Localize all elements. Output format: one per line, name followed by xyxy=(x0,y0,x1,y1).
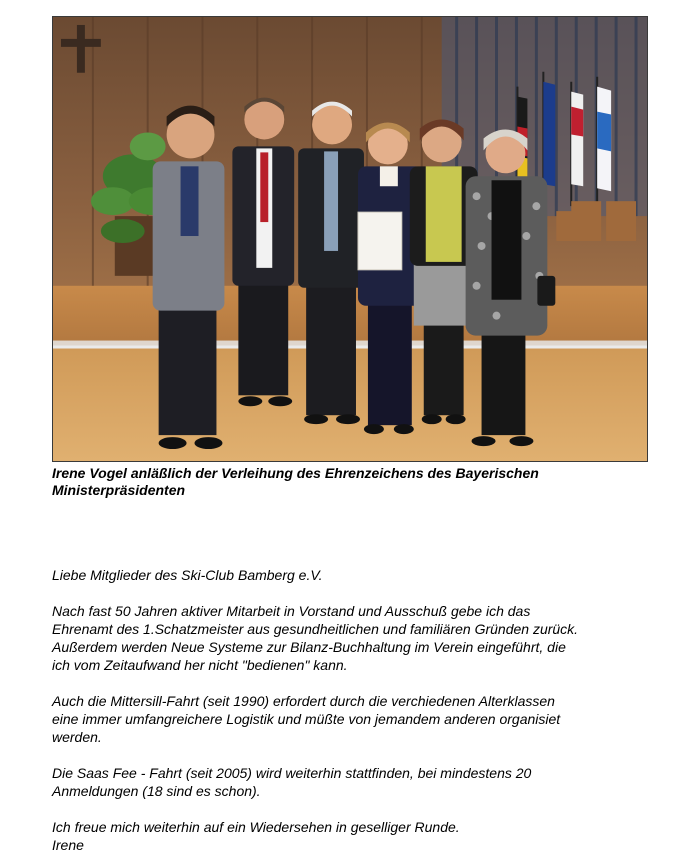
caption-line: Irene Vogel anläßlich der Verleihung des Ehrenzeichens des Bayerischen xyxy=(52,465,539,481)
paragraph-saas-fee xyxy=(52,764,672,800)
greeting xyxy=(52,566,672,584)
paragraph-line: Außerdem werden Neue Systeme zur Bilanz-Buchhaltung im Verein eingeführt, die xyxy=(52,639,566,655)
paragraph-mittersill xyxy=(52,692,672,746)
paragraph-line: Anmeldungen (18 sind es schon). xyxy=(52,783,261,799)
letter-body xyxy=(52,566,672,854)
paragraph-resignation xyxy=(52,602,672,674)
closing-line: Ich freue mich weiterhin auf ein Wiedersehen in geselliger Runde. xyxy=(52,819,460,835)
signature: Irene xyxy=(52,837,84,853)
closing xyxy=(52,818,672,854)
caption-line: Ministerpräsidenten xyxy=(52,482,186,498)
group-photo-illustration xyxy=(53,17,647,461)
paragraph-line: ich vom Zeitaufwand her nicht "bedienen" kann. xyxy=(52,657,348,673)
paragraph-line: Nach fast 50 Jahren aktiver Mitarbeit in Vorstand und Ausschuß gebe ich das xyxy=(52,603,531,619)
paragraph-line: Die Saas Fee - Fahrt (seit 2005) wird weiterhin stattfinden, bei mindestens 20 xyxy=(52,765,532,781)
group-photo xyxy=(52,16,648,462)
paragraph-line: eine immer umfangreichere Logistik und müßte von jemandem anderen organisiet xyxy=(52,711,561,727)
paragraph-line: Ehrenamt des 1.Schatzmeister aus gesundheitlichen und familiären Gründen zurück. xyxy=(52,621,579,637)
paragraph-line: werden. xyxy=(52,729,102,745)
photo-caption xyxy=(52,465,652,499)
greeting-text: Liebe Mitglieder des Ski-Club Bamberg e.V. xyxy=(52,567,323,583)
paragraph-line: Auch die Mittersill-Fahrt (seit 1990) erfordert durch die verchiedenen Alterklassen xyxy=(52,693,555,709)
